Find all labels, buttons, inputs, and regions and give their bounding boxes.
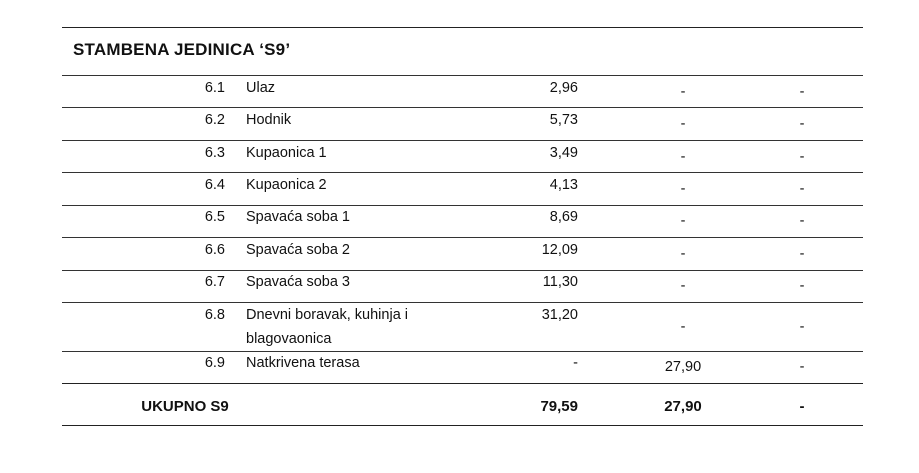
room-name: Spavaća soba 1	[246, 209, 350, 225]
room-name: Ulaz	[246, 80, 276, 96]
room-area: 3,49	[549, 145, 578, 161]
room-col5: -	[799, 116, 805, 132]
room-name: Spavaća soba 3	[246, 274, 350, 290]
total-col4: 27,90	[664, 398, 702, 415]
room-name-continued: blagovaonica	[246, 331, 332, 347]
room-col4: -	[680, 181, 686, 197]
table-bottom-rule	[62, 425, 863, 426]
room-col5: -	[799, 278, 805, 294]
room-col4: -	[680, 84, 686, 100]
room-area: 5,73	[549, 112, 578, 128]
row-rule	[62, 270, 863, 271]
room-name: Kupaonica 1	[246, 145, 327, 161]
room-col4: -	[680, 149, 686, 165]
room-number: 6.3	[204, 145, 225, 161]
room-name: Spavaća soba 2	[246, 242, 350, 258]
room-number: 6.2	[204, 112, 225, 128]
row-rule	[62, 302, 863, 303]
total-col5: -	[799, 398, 805, 415]
total-area: 79,59	[540, 398, 578, 415]
room-col5: -	[799, 319, 805, 335]
unit-heading: STAMBENA JEDINICA ‘S9’	[73, 40, 291, 59]
row-rule	[62, 237, 863, 238]
room-area: 2,96	[549, 80, 578, 96]
total-rule	[62, 383, 863, 384]
room-col4: -	[680, 246, 686, 262]
room-name: Kupaonica 2	[246, 177, 327, 193]
room-col4: -	[680, 116, 686, 132]
room-number: 6.1	[204, 80, 225, 96]
room-name: Dnevni boravak, kuhinja i	[246, 307, 409, 323]
row-rule	[62, 172, 863, 173]
room-name: Hodnik	[246, 112, 292, 128]
room-col5: -	[799, 149, 805, 165]
room-area: -	[573, 355, 578, 371]
room-col5: -	[799, 84, 805, 100]
room-area: 8,69	[549, 209, 578, 225]
room-number: 6.7	[204, 274, 225, 290]
total-label: UKUPNO S9	[141, 398, 229, 415]
row-rule	[62, 205, 863, 206]
table-top-rule	[62, 27, 863, 28]
room-area: 31,20	[541, 307, 578, 323]
room-col5: -	[799, 246, 805, 262]
room-area: 4,13	[549, 177, 578, 193]
room-number: 6.6	[204, 242, 225, 258]
room-col5: -	[799, 359, 805, 375]
room-col4: -	[680, 213, 686, 229]
room-number: 6.4	[204, 177, 225, 193]
room-name: Natkrivena terasa	[246, 355, 360, 371]
room-col5: -	[799, 213, 805, 229]
row-rule	[62, 351, 863, 352]
room-area: 11,30	[542, 274, 578, 290]
row-rule	[62, 140, 863, 141]
room-col4: 27,90	[664, 359, 702, 375]
room-col4: -	[680, 278, 686, 294]
room-number: 6.8	[204, 307, 225, 323]
room-area: 12,09	[541, 242, 578, 258]
room-col4: -	[680, 319, 686, 335]
room-number: 6.5	[204, 209, 225, 225]
room-number: 6.9	[204, 355, 225, 371]
room-col5: -	[799, 181, 805, 197]
heading-rule	[62, 75, 863, 76]
row-rule	[62, 107, 863, 108]
